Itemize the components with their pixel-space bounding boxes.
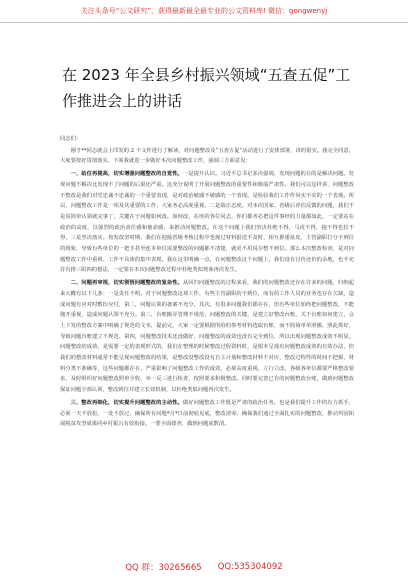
document-title: 在 2023 年全县乡村振兴领域“五查五促”工作推进会上的讲话 — [62, 66, 351, 110]
section-3-paragraph — [60, 398, 354, 430]
section-1-heading: 一、站位再提高，切实增强问题整改的自觉性。 — [70, 171, 183, 178]
qq-group: QQ 群：30265665 — [125, 563, 202, 573]
section-3-body: 做好问题整改工作既是严肃的政治任务，也是我们提升工作的有力抓手，必须一天不放松、一处不放过，确保所有问题*月*日前彻底见底，整改清零。确保我们通过全面扎实的问题整改，推动巩固拓展脱贫攻坚成果同乡村振兴有效衔接。一要全面排查，做到问题底数清。 — [60, 399, 354, 428]
intro-text: 刚才**同志就会上印发的 2 个文件进行了解读，对问题整改及“五查五促”活动进行了安排部署，讲的很实。我完全同意，大家要按好贯彻落实。下面我就进一步做好本次问题整改工作，强调三方面意见： — [60, 147, 354, 165]
section-2-paragraph — [60, 278, 354, 396]
section-1-body: 一是提升认识。习近平总书记多次强调，发现问题的目的是解决问题。发现问题不解决比发现不了问题的后果还严重。这充分说明了开展问题整改的重要性和极端严肃性。我们可以这样讲，问题整改不整改是我们对党忠诚不忠诚的一个重要表现，是对政治敏感不敏感的一个表现。是检验我们工作作风实不实的一个表现。所以，问题整改工作是一项及其重要的工作，大家务必高度重视。二是端正态度。对本次国家、省级后评估反馈的问题，我们不是说简单认领就完事了，关键在于问题如何改。如何改，在座的各位同志，你们都务必把这件事经的力量都如此，一定要站在政治的高度，以强烈的政治责任感和使命感，来推动问题整改。在这个问题上我们坚决杜绝不得，马虎不得，拖不得也拉不得，三是坚决落实。按发改坚时期，我们在迎接省级考核过程中也现过材料报送不及时、相互推诿扯皮，主管副职打分不到位的现象，导致有些单位的一把手甚至连本单位需要整改的问题都不清楚，就更不用说存整不到位。那么本次整改检查，是对问题整改工作中重视、工作不具体的集中表现。我在这里明确一点，在问题整改这个问题上，我们没有讨价还价的余地，也不允许有推三阻四的想法，一定要在本次问题整改过程中杜绝类似现象再次发生。 — [60, 171, 354, 274]
greeting: 同志们： — [60, 136, 82, 142]
intro-paragraph — [60, 146, 354, 167]
section-2-heading: 二、问题再审视，切实领悟问题整改的复杂性。 — [70, 280, 183, 287]
top-banner: 关注头条号“公文研究”，获得最新最全最专业的公文资料库! 微信：gongwenyj — [80, 7, 328, 15]
banner-divider — [0, 22, 408, 23]
section-2-body: 从回归问题整改的过程来看，我们的问题整改还存在许多的问题，归纳起来大概有以下几条：一是责任不明。对于问题整改这项工作，有些主管副职的不到位，而有的工作人员的业务也存在欠缺，造成问题有应对时敷衍应付，第二，问题认领的备案不充分，其次，有很多问题我们都存在，但有些单位始终把问题整改，不能抛开重视，造成问题认领不充分。第三，台账搬弄管理不规范。问题整改的关键，是建立好整改台账，关于台账如何建立，会上下发的整改方案中明确了规范的文本，提前完，大家一定要根据所给的参考材料选取台账，而不简简单单照搬，照此抓好，导致问题台账建立不规范。第四，问题整改技术还没做好，问题整改的成效也没有完全到位，所以出现问题整改成效不明显。问题整改的成效，是需要一定的表现形式的，我们在整理的时候整改过程资料时，是根本呈现出问题整改成效的有效办法，但我们的整改材料通常不能呈现问题整改的结果，是整改没整改没有自主计划和整改材料不对应，整改过程性的时间不把握，材料分类不准确等，这些问题都存在，严重影响了问题整改工作的成效，必须高度重视，立行立改，各级各单位都要严格整改要求，及时组织好问题整改照单全收，举一反三进行检查，按照要求积极整改。同时要完善已有的问题整改台账，做到问题整改保证问题全部认领，整改到位并建立长效机制，以杜绝类似问题再次发生。 — [60, 280, 354, 394]
qq-number: QQ:535304092 — [217, 562, 283, 572]
section-1-paragraph — [60, 169, 354, 276]
document-body — [60, 134, 354, 430]
footer-contact — [0, 559, 408, 575]
section-3-heading: 三、整改再细化，切实提升问题整改的主动性。 — [70, 399, 183, 406]
